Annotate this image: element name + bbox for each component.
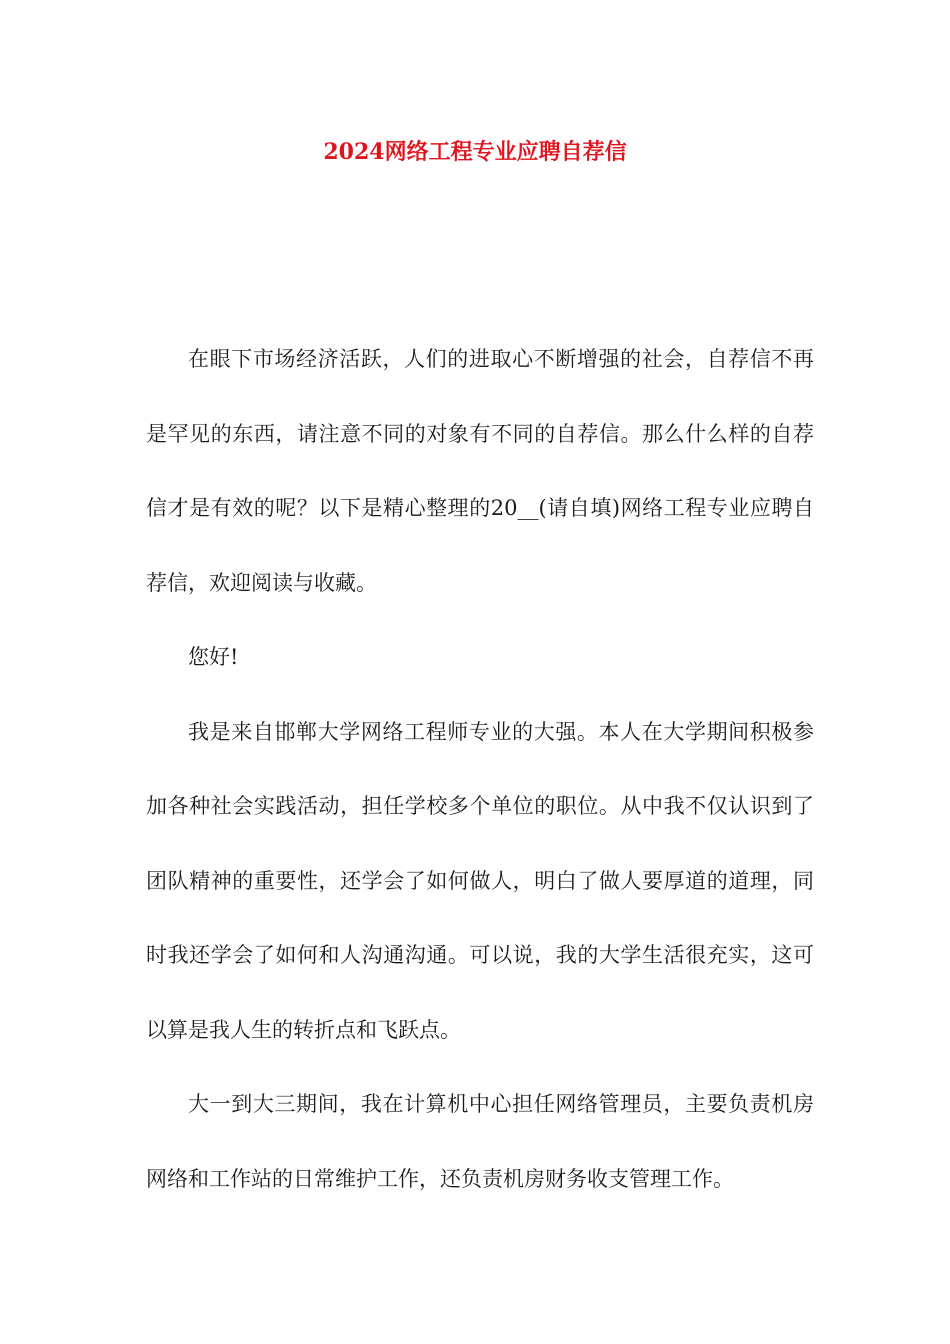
greeting-paragraph: 您好! xyxy=(188,645,239,669)
document-title: 2024网络工程专业应聘自荐信 xyxy=(323,139,627,165)
experience-paragraph: 大一到大三期间，我在计算机中心担任网络管理员，主要负责机房网络和工作站的日常维护工作，还负责机房财务收支管理工作。 xyxy=(146,1092,814,1191)
document-body xyxy=(146,322,814,1216)
self-introduction-paragraph: 我是来自邯郸大学网络工程师专业的大强。本人在大学期间积极参加各种社会实践活动，担任学校多个单位的职位。从中我不仅认识到了团队精神的重要性，还学会了如何做人，明白了做人要厚道的道理，同时我还学会了如何和人沟通沟通。可以说，我的大学生活很充实，这可以算是我人生的转折点和飞跃点。 xyxy=(146,719,814,1042)
intro-paragraph: 在眼下市场经济活跃，人们的进取心不断增强的社会，自荐信不再是罕见的东西，请注意不同的对象有不同的自荐信。那么什么样的自荐信才是有效的呢？以下是精心整理的20__(请自填)网络工程专业应聘自荐信，欢迎阅读与收藏。 xyxy=(146,347,814,595)
